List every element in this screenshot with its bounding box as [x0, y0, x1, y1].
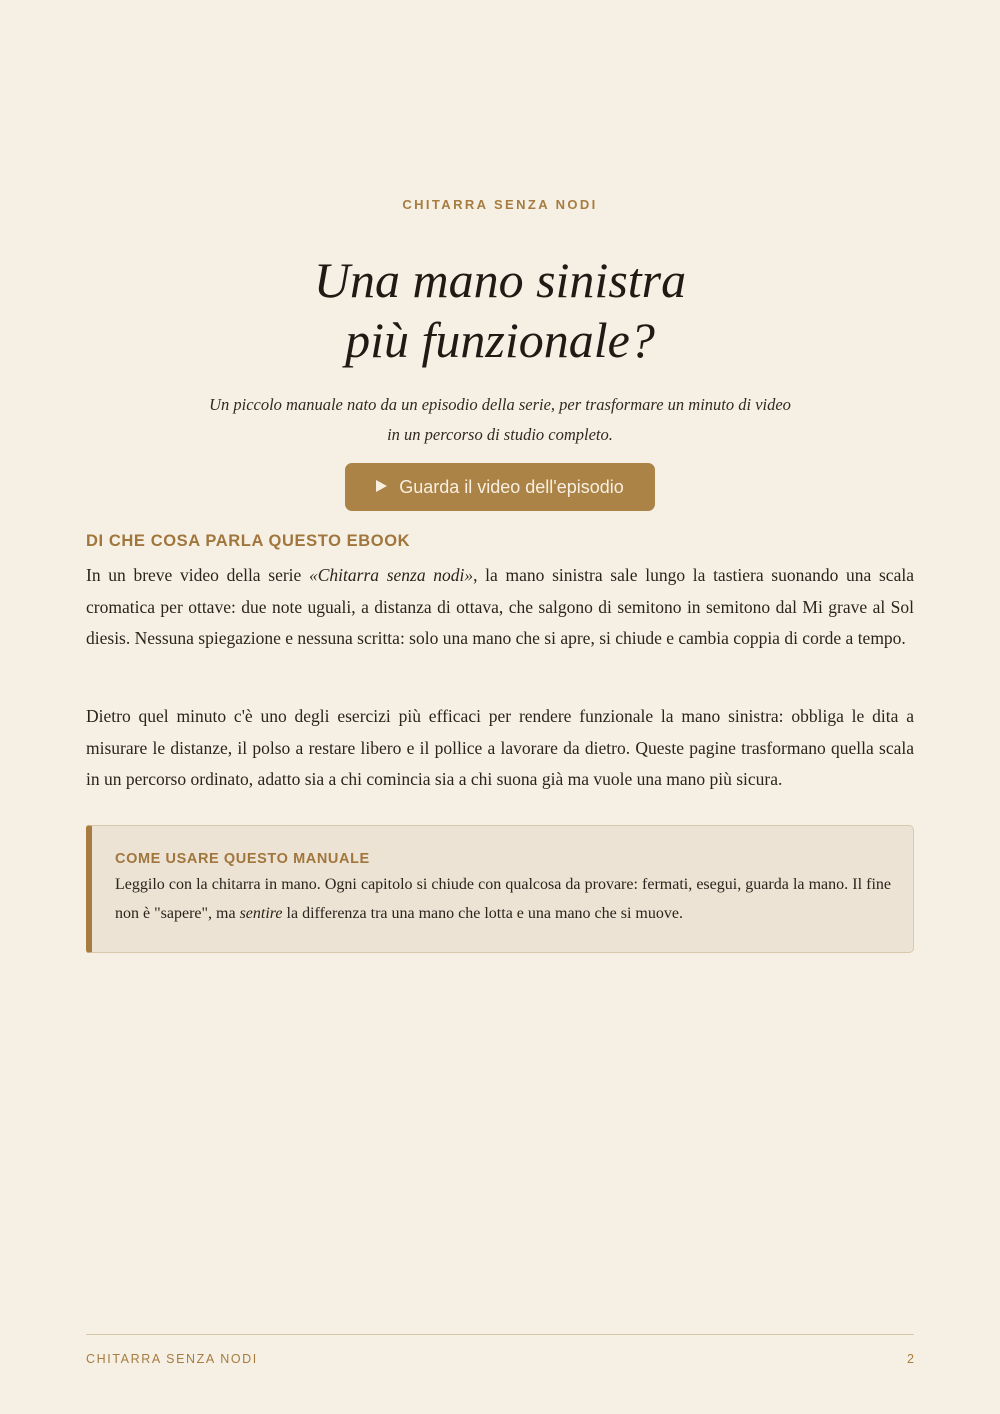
paragraph-1-lead: In un breve video della serie	[86, 565, 309, 585]
watch-video-button-label: Guarda il video dell'episodio	[399, 476, 624, 497]
paragraph-1-rest: , la mano sinistra sale lungo la tastiera suonando una scala cromatica per ottave: due note uguali, a distanza di ottava, che salgono di semitono in semitono dal Mi grave al Sol diesis. Nessuna spiegazione e nessuna scritta: solo una mano che si apre, si chiude e cambia coppia di corde a tempo.	[86, 565, 914, 648]
footer-series-name: CHITARRA SENZA NODI	[86, 1352, 258, 1366]
page-number: 2	[907, 1352, 914, 1366]
intro-paragraph-1	[86, 560, 914, 655]
subtitle-line-2: in un percorso di studio completo.	[387, 425, 613, 444]
title-line-1: Una mano sinistra	[313, 252, 687, 308]
callout-text	[115, 870, 891, 928]
subtitle-line-1: Un piccolo manuale nato da un episodio della serie, per trasformare un minuto di video	[209, 395, 791, 414]
title-line-2: più funzionale?	[345, 312, 655, 368]
callout-emphasis: sentire	[239, 905, 283, 922]
section-heading: DI CHE COSA PARLA QUESTO EBOOK	[86, 532, 411, 550]
series-kicker: CHITARRA SENZA NODI	[402, 197, 598, 212]
callout-text-lead: Leggilo con la chitarra in mano. Ogni capitolo si chiude con qualcosa da provare: fermati, esegui, guarda la mano. Il fine non è "sapere", ma	[115, 876, 891, 922]
page-subtitle	[186, 390, 814, 450]
callout-text-rest: la differenza tra una mano che lotta e una mano che si muove.	[282, 905, 683, 922]
footer-divider	[86, 1334, 914, 1335]
ebook-page	[86, 0, 914, 1414]
usage-callout	[86, 825, 914, 953]
page-title	[86, 250, 914, 370]
intro-paragraph-2: Dietro quel minuto c'è uno degli esercizi più efficaci per rendere funzionale la mano sinistra: obbliga le dita a misurare le distanze, il polso a restare libero e il pollice a lavorare da dietro. Queste pagine trasformano quella scala in un percorso ordinato, adatto sia a chi comincia sia a chi suona già ma vuole una mano più sicura.	[86, 706, 914, 789]
watch-video-button[interactable]	[345, 463, 655, 511]
play-icon	[376, 480, 387, 492]
callout-heading: COME USARE QUESTO MANUALE	[115, 851, 370, 867]
series-name: «Chitarra senza nodi»	[308, 565, 474, 585]
